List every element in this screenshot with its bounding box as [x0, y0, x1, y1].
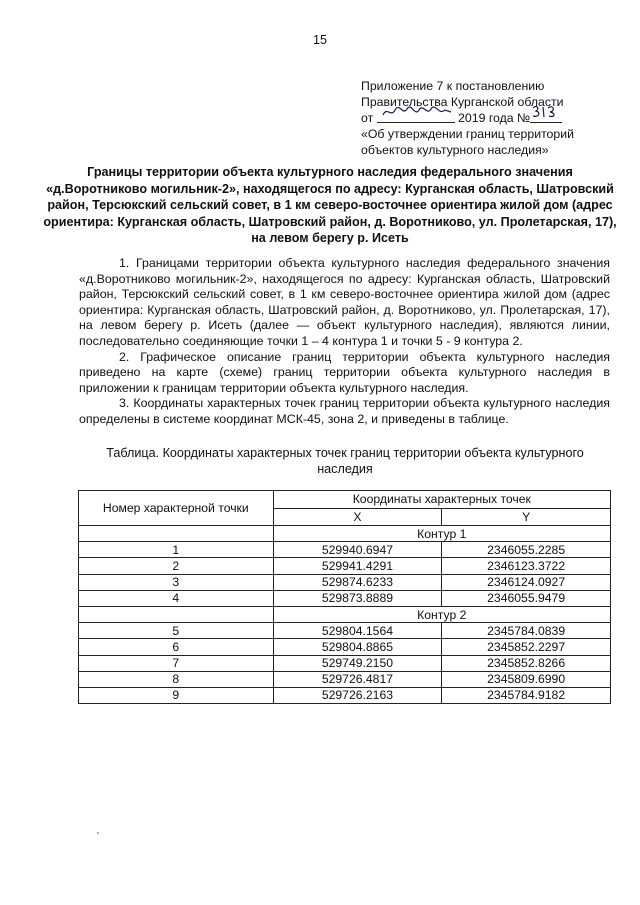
x-cell: 529804.8865 — [273, 639, 442, 655]
coordinates-table — [78, 490, 611, 704]
body-text — [79, 256, 610, 428]
y-cell: 2346124.0927 — [442, 574, 611, 590]
point-cell: 6 — [79, 639, 274, 655]
y-cell: 2346055.2285 — [442, 542, 611, 558]
decree-number-handwritten — [531, 103, 561, 119]
x-cell: 529749.2150 — [273, 655, 442, 671]
table-row — [79, 623, 611, 639]
x-cell: 529726.2163 — [273, 687, 442, 703]
contour-empty-cell — [79, 606, 274, 622]
contour-label: Контур 1 — [273, 526, 610, 542]
appendix-line-4: «Об утверждении границ территорий — [361, 127, 574, 141]
header-point-number: Номер характерной точки — [79, 491, 274, 526]
x-cell: 529874.6233 — [273, 574, 442, 590]
y-cell: 2345852.8266 — [442, 655, 611, 671]
contour-row — [79, 526, 611, 542]
contour-label: Контур 2 — [273, 606, 610, 622]
appendix-date-line — [361, 110, 574, 126]
table-caption: Таблица. Координаты характерных точек границ территории объекта культурного наследия — [106, 446, 584, 476]
table-row — [79, 639, 611, 655]
decree-number — [530, 110, 562, 123]
point-cell: 3 — [79, 574, 274, 590]
x-cell: 529726.4817 — [273, 671, 442, 687]
header-y: Y — [442, 508, 611, 526]
contour-empty-cell — [79, 526, 274, 542]
y-cell: 2345784.9182 — [442, 687, 611, 703]
handwritten-date-signature — [381, 104, 453, 120]
x-cell: 529873.8889 — [273, 590, 442, 606]
header-x: X — [273, 508, 442, 526]
table-row — [79, 655, 611, 671]
table-header-row — [79, 491, 611, 509]
header-coordinates: Координаты характерных точек — [273, 491, 610, 509]
point-cell: 8 — [79, 671, 274, 687]
point-cell: 4 — [79, 590, 274, 606]
appendix-line-1: Приложение 7 к постановлению — [361, 79, 545, 93]
y-cell: 2345784.0839 — [442, 623, 611, 639]
scan-speck — [97, 832, 99, 834]
x-cell: 529941.4291 — [273, 558, 442, 574]
point-cell: 5 — [79, 623, 274, 639]
y-cell: 2345809.6990 — [442, 671, 611, 687]
page-number: 15 — [313, 33, 327, 47]
handwritten-date — [377, 110, 455, 123]
y-cell: 2345852.2297 — [442, 639, 611, 655]
appendix-line-5: объектов культурного наследия» — [361, 143, 549, 157]
coordinates-table-body — [79, 491, 611, 704]
y-cell: 2346123.3722 — [442, 558, 611, 574]
table-row — [79, 558, 611, 574]
paragraph-3: 3. Координаты характерных точек границ территории объекта культурного наследия определены в системе координат МСК-45, зона 2, и приведены в таблице. — [79, 396, 610, 426]
point-cell: 2 — [79, 558, 274, 574]
point-cell: 9 — [79, 687, 274, 703]
from-label: от — [361, 111, 374, 125]
appendix-line-2: Правительства Курганской области — [361, 95, 564, 109]
y-cell: 2346055.9479 — [442, 590, 611, 606]
x-cell: 529940.6947 — [273, 542, 442, 558]
x-cell: 529804.1564 — [273, 623, 442, 639]
year-label: 2019 года № — [458, 111, 531, 125]
paragraph-1: 1. Границами территории объекта культурного наследия федерального значения «д.Воротниково могильник-2», находящегося по адресу: Курганская область, Шатровский район, Терсюкский сельский совет, в 1 км северо-восточнее ориентира жилой дом (адрес ориентира: Курганская область, Шатровский район, д. Воротниково, ул. Пролетарская, 17), на левом берегу р. Исеть (далее — объект культурного наследия), являются линии, последовательно соединяющие точки 1 – 4 контура 1 и точки 5 - 9 контура 2. — [79, 256, 610, 348]
document-title: Границы территории объекта культурного наследия федерального значения «д.Воротниково могильник-2», находящегося по адресу: Курганская область, Шатровский район, Терсюкский сельский совет, в 1 км северо-восточнее ориентира жилой дом (адрес ориентира: Курганская область, Шатровский район, д. Воротниково, ул. Пролетарская, 17), на левом берегу р. Исеть — [43, 165, 617, 245]
appendix-header — [361, 78, 574, 158]
table-row — [79, 574, 611, 590]
table-row — [79, 542, 611, 558]
point-cell: 1 — [79, 542, 274, 558]
table-row — [79, 671, 611, 687]
table-row — [79, 590, 611, 606]
contour-row — [79, 606, 611, 622]
point-cell: 7 — [79, 655, 274, 671]
paragraph-2: 2. Графическое описание границ территории объекта культурного наследия приведено на карте (схеме) границ территории объекта культурного наследия в приложении к границам территории объекта культурного наследия. — [79, 349, 610, 395]
table-row — [79, 687, 611, 703]
